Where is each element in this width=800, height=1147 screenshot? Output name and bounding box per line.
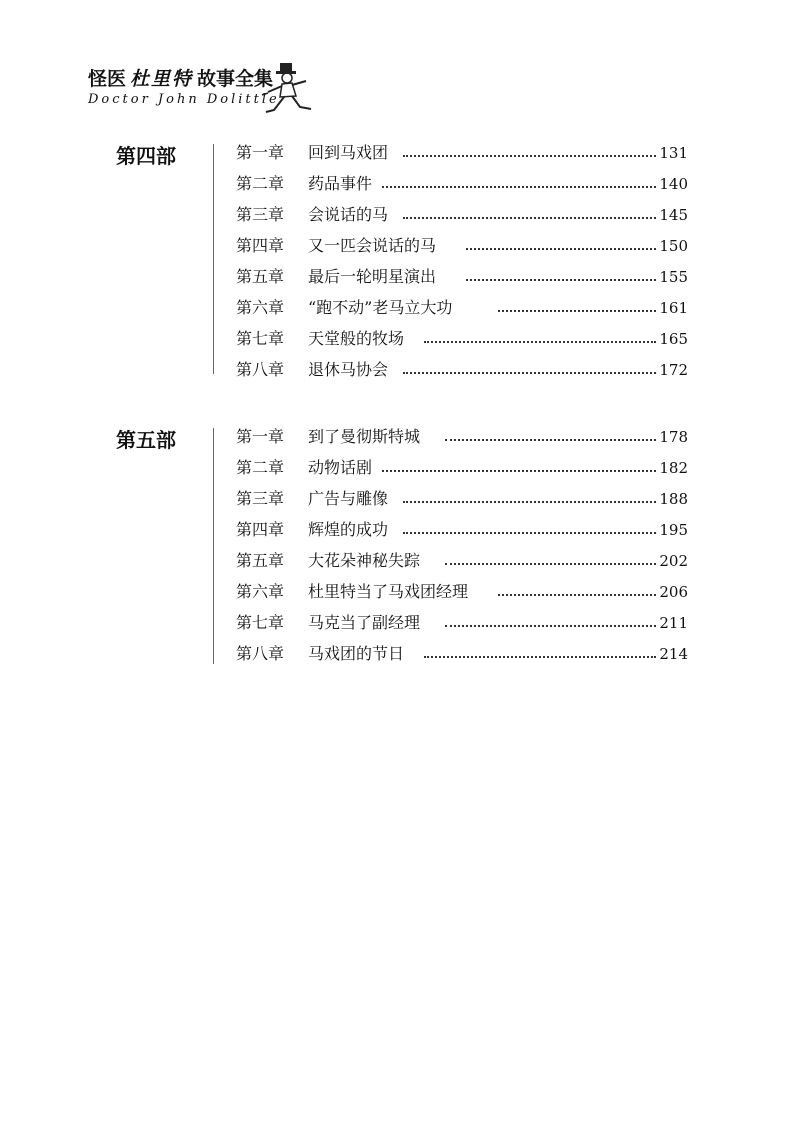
dot-leader: [424, 341, 656, 343]
toc-entry[interactable]: [236, 359, 688, 381]
chapter-title: 动物话剧: [308, 458, 373, 477]
dot-leader: [403, 217, 656, 219]
chapter-number: 第六章: [236, 582, 285, 601]
dot-leader: [498, 310, 656, 312]
chapter-number: 第一章: [236, 143, 285, 162]
page-number: 131: [659, 144, 688, 162]
chapter-title: 辉煌的成功: [308, 520, 389, 539]
dot-leader: [466, 279, 656, 281]
chapter-number: 第七章: [236, 329, 285, 348]
chapter-number: 第二章: [236, 458, 285, 477]
part-divider-line: [213, 144, 214, 374]
page-number: 150: [659, 237, 688, 255]
page-number: 188: [659, 490, 688, 508]
dot-leader: [382, 186, 656, 188]
toc-entry[interactable]: [236, 173, 688, 195]
page-number: 178: [659, 428, 688, 446]
book-subtitle: Doctor John Dolittle: [88, 92, 280, 107]
chapter-number: 第八章: [236, 360, 285, 379]
dot-leader: [445, 563, 656, 565]
toc-entry[interactable]: [236, 612, 688, 634]
toc-entry[interactable]: [236, 142, 688, 164]
chapter-number: 第四章: [236, 236, 285, 255]
toc-entry[interactable]: [236, 519, 688, 541]
page-number: 145: [659, 206, 688, 224]
book-title-name: 杜里特: [130, 68, 194, 90]
chapter-title: 杜里特当了马戏团经理: [308, 582, 469, 601]
chapter-title: 最后一轮明星演出: [308, 267, 437, 286]
toc-entry[interactable]: [236, 235, 688, 257]
doctor-figure-icon: [258, 62, 314, 114]
dot-leader: [382, 470, 656, 472]
toc-entry[interactable]: [236, 297, 688, 319]
toc-entry[interactable]: [236, 328, 688, 350]
dot-leader: [424, 656, 656, 658]
chapter-title: 到了曼彻斯特城: [308, 427, 421, 446]
dot-leader: [445, 625, 656, 627]
page-number: 211: [659, 614, 688, 632]
chapter-number: 第四章: [236, 520, 285, 539]
page-number: 140: [659, 175, 688, 193]
dot-leader: [403, 501, 656, 503]
page-number: 161: [659, 299, 688, 317]
book-title-prefix: 怪医: [88, 68, 127, 90]
chapter-number: 第五章: [236, 267, 285, 286]
toc-entry[interactable]: [236, 488, 688, 510]
page-number: 202: [659, 552, 688, 570]
chapter-title: 马克当了副经理: [308, 613, 421, 632]
page-number: 195: [659, 521, 688, 539]
toc-entry[interactable]: [236, 581, 688, 603]
part-title: 第四部: [116, 144, 176, 168]
dot-leader: [445, 439, 656, 441]
page-number: 182: [659, 459, 688, 477]
chapter-title: 又一匹会说话的马: [308, 236, 437, 255]
page-number: 214: [659, 645, 688, 663]
toc-entry[interactable]: [236, 643, 688, 665]
chapter-title: 大花朵神秘失踪: [308, 551, 421, 570]
chapter-number: 第一章: [236, 427, 285, 446]
chapter-title: 马戏团的节日: [308, 644, 405, 663]
chapter-number: 第八章: [236, 644, 285, 663]
chapter-number: 第二章: [236, 174, 285, 193]
chapter-title: 退休马协会: [308, 360, 389, 379]
toc-entry[interactable]: [236, 266, 688, 288]
chapter-title: 回到马戏团: [308, 143, 389, 162]
page-number: 206: [659, 583, 688, 601]
part-title: 第五部: [116, 428, 176, 452]
dot-leader: [403, 372, 656, 374]
dot-leader: [403, 155, 656, 157]
toc-entry[interactable]: [236, 457, 688, 479]
chapter-number: 第七章: [236, 613, 285, 632]
chapter-title: 药品事件: [308, 174, 373, 193]
page-number: 155: [659, 268, 688, 286]
dot-leader: [403, 532, 656, 534]
part-divider-line: [213, 428, 214, 664]
book-title: [88, 64, 273, 91]
chapter-number: 第六章: [236, 298, 285, 317]
toc-entry[interactable]: [236, 204, 688, 226]
toc-entry[interactable]: [236, 426, 688, 448]
chapter-title: 广告与雕像: [308, 489, 389, 508]
chapter-number: 第三章: [236, 205, 285, 224]
book-title-suffix: 故事全集: [197, 68, 274, 90]
chapter-title: “跑不动”老马立大功: [308, 298, 453, 317]
dot-leader: [498, 594, 656, 596]
chapter-title: 会说话的马: [308, 205, 389, 224]
chapter-title: 天堂般的牧场: [308, 329, 405, 348]
dot-leader: [466, 248, 656, 250]
chapter-number: 第五章: [236, 551, 285, 570]
chapter-number: 第三章: [236, 489, 285, 508]
page-number: 165: [659, 330, 688, 348]
page-number: 172: [659, 361, 688, 379]
toc-entry[interactable]: [236, 550, 688, 572]
